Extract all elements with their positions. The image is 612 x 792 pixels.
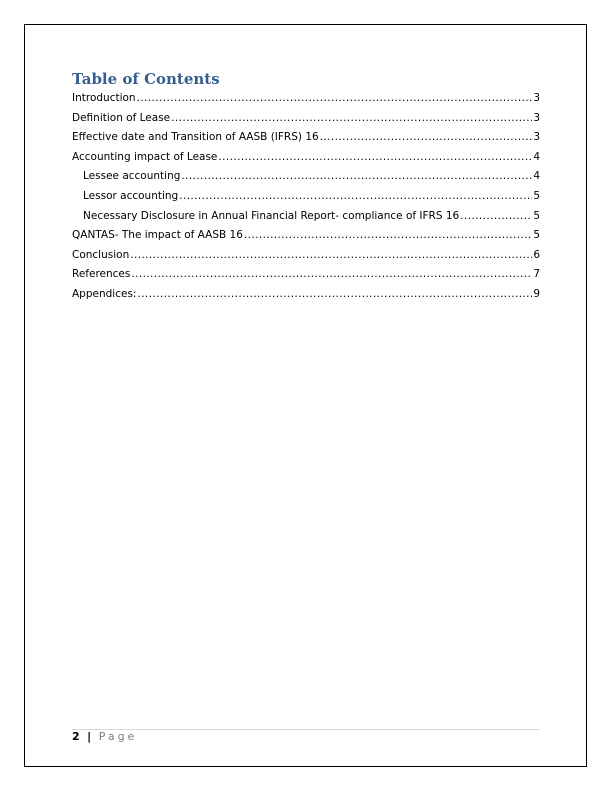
footer-page-label: Page: [98, 730, 138, 743]
toc-dot-leader: [218, 148, 532, 168]
toc-entry-title: Conclusion: [72, 248, 130, 261]
toc-entry-qantas-impact[interactable]: [72, 226, 540, 246]
toc-dot-leader: [137, 285, 532, 305]
toc-entry-lessee-accounting[interactable]: [72, 167, 540, 187]
toc-entry-lessor-accounting[interactable]: [72, 187, 540, 207]
toc-entry-page: 7: [533, 268, 540, 281]
toc-entry-title: Introduction: [72, 92, 136, 104]
toc-dot-leader: [181, 167, 532, 187]
toc-entry-page: 4: [533, 170, 540, 183]
toc-dot-leader: [244, 226, 532, 246]
toc-entry-title: Definition of Lease: [72, 111, 171, 124]
toc-entry-title: References: [72, 268, 131, 281]
toc-dot-leader: [131, 265, 532, 285]
toc-dot-leader: [320, 128, 533, 148]
toc-entry-page: 3: [533, 92, 540, 104]
toc-entry-definition-of-lease[interactable]: [72, 109, 540, 129]
toc-entry-title: Effective date and Transition of AASB (IFRS) 16: [72, 131, 319, 144]
footer-separator: |: [87, 730, 92, 743]
footer-divider: [72, 729, 540, 730]
toc-entry-page: 5: [533, 229, 540, 242]
toc-entry-page: 4: [533, 150, 540, 163]
toc-entry-title: Lessee accounting: [83, 170, 181, 183]
footer-page-number: 2: [72, 730, 80, 743]
toc-dot-leader: [137, 89, 533, 109]
toc-heading: Table of Contents: [72, 70, 220, 88]
toc-entry-title: Accounting impact of Lease: [72, 150, 218, 163]
toc-entry-title: Necessary Disclosure in Annual Financial Report- compliance of IFRS 16: [83, 209, 460, 222]
toc-entry-title: Lessor accounting: [83, 189, 179, 202]
table-of-contents: [72, 89, 540, 305]
toc-entry-appendices[interactable]: [72, 285, 540, 305]
toc-entry-page: 6: [533, 248, 540, 261]
toc-dot-leader: [171, 109, 532, 129]
toc-entry-title: QANTAS- The impact of AASB 16: [72, 229, 243, 242]
toc-entry-necessary-disclosure[interactable]: [72, 207, 540, 227]
toc-entry-page: 3: [533, 131, 540, 144]
toc-entry-conclusion[interactable]: [72, 246, 540, 266]
toc-entry-references[interactable]: [72, 265, 540, 285]
toc-entry-page: 5: [533, 209, 540, 222]
toc-entry-introduction[interactable]: [72, 89, 540, 109]
toc-entry-title: Appendices:: [72, 287, 137, 300]
toc-dot-leader: [179, 187, 532, 207]
toc-entry-accounting-impact[interactable]: [72, 148, 540, 168]
toc-entry-effective-date[interactable]: [72, 128, 540, 148]
toc-entry-page: 3: [533, 111, 540, 124]
toc-entry-page: 5: [533, 189, 540, 202]
page-footer: [72, 730, 137, 744]
toc-dot-leader: [460, 207, 532, 227]
toc-entry-page: 9: [533, 287, 540, 300]
toc-dot-leader: [130, 246, 532, 266]
